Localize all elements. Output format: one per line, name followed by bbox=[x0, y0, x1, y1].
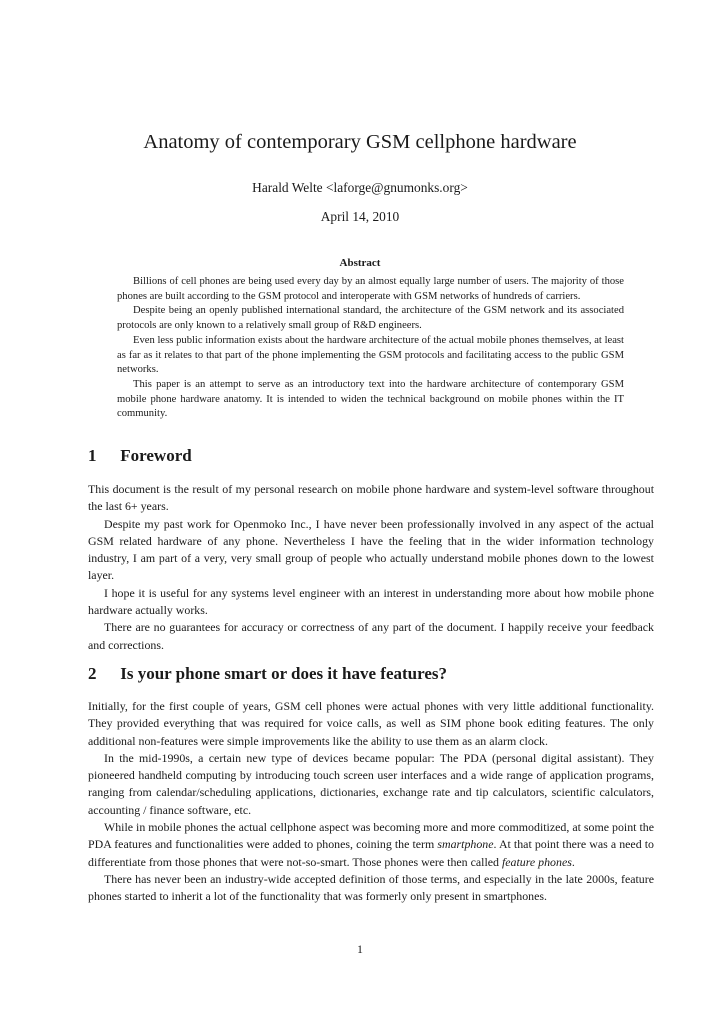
section-1-heading bbox=[88, 446, 668, 466]
section-2-paragraph-2: In the mid-1990s, a certain new type of devices became popular: The PDA (personal digital assistant). They pioneered handheld computing by introducing touch screen user interfaces and a wide range of application programs, ranging from calendar/scheduling applications, dictionaries, exchange rate and tip calculators, scientific calculators, accounting / finance software, etc. bbox=[88, 750, 654, 817]
section-1-title: Foreword bbox=[120, 446, 192, 465]
abstract-heading: Abstract bbox=[339, 257, 381, 269]
section-2-paragraph-1: Initially, for the first couple of years, GSM cell phones were actual phones with very little additional functionality. They provided everything that was required for voice calls, as well as SIM phone book editing features. The only additional non-features were simple improvements like the ability to use them as an alarm clock. bbox=[88, 699, 654, 748]
section-1-paragraph-2: Despite my past work for Openmoko Inc., I have never been professionally involved in any aspect of the actual GSM related hardware of any phone. Nevertheless I have the feeling that in the wider information technology industry, I am part of a very, very small group of people who actually understand mobile phones down to the lowest layer. bbox=[88, 516, 654, 583]
page-number: 1 bbox=[357, 942, 363, 956]
term-smartphone: smartphone bbox=[437, 837, 494, 852]
term-feature-phones: feature phones bbox=[501, 854, 572, 869]
section-2-body bbox=[88, 698, 654, 906]
paper-date: April 14, 2010 bbox=[320, 209, 400, 224]
section-2-paragraph-3 bbox=[88, 819, 654, 871]
abstract-paragraph-1: Billions of cell phones are being used every day by an almost equally large number of users. The majority of those phones are built according to the GSM protocol and interoperate with GSM networks of hundreds of carriers. bbox=[117, 276, 624, 302]
section-1-paragraph-4: There are no guarantees for accuracy or correctness of any part of the document. I happily receive your feedback and corrections. bbox=[88, 620, 654, 652]
paper-title: Anatomy of contemporary GSM cellphone hardware bbox=[143, 131, 577, 153]
abstract-paragraph-4: This paper is an attempt to serve as an introductory text into the hardware architecture of contemporary GSM mobile phone hardware anatomy. It is intended to widen the technical background on mobile phones within the IT community. bbox=[117, 378, 624, 420]
paper-author: Harald Welte <laforge@gnumonks.org> bbox=[252, 180, 468, 195]
section-1-body bbox=[88, 481, 654, 654]
p3-text-middle: . At that point there was a need to differentiate from those phones that were not-so-smart. Those phones were then called bbox=[88, 837, 654, 869]
abstract-paragraph-3: Even less public information exists about the hardware architecture of the actual mobile phones themselves, at least as far as it relates to that part of the phone implementing the GSM protocols and facilitating access to the public GSM networks. bbox=[117, 334, 624, 376]
p3-text-after: . bbox=[571, 854, 575, 869]
section-1-number: 1 bbox=[88, 446, 97, 465]
p3-text-before: While in mobile phones the actual cellphone aspect was becoming more and more commoditized, at some point the PDA features and functionalities were added to phones, coining the term bbox=[88, 820, 654, 852]
abstract-body bbox=[117, 275, 624, 422]
section-1-paragraph-3: I hope it is useful for any systems level engineer with an interest in understanding more about how mobile phone hardware actually works. bbox=[88, 585, 654, 618]
abstract-paragraph-2: Despite being an openly published international standard, the architecture of the GSM network and its associated protocols are only known to a relatively small group of R&D engineers. bbox=[117, 305, 624, 332]
section-2-paragraph-4: There has never been an industry-wide accepted definition of those terms, and especially in the late 2000s, feature phones started to inherit a lot of the functionality that was formerly only present in smartphones. bbox=[88, 871, 654, 904]
section-2-number: 2 bbox=[88, 664, 97, 683]
section-2-heading bbox=[88, 664, 668, 684]
section-1-paragraph-1: This document is the result of my personal research on mobile phone hardware and system-level software throughout the last 6+ years. bbox=[88, 482, 654, 514]
section-2-title: Is your phone smart or does it have features? bbox=[120, 664, 448, 683]
